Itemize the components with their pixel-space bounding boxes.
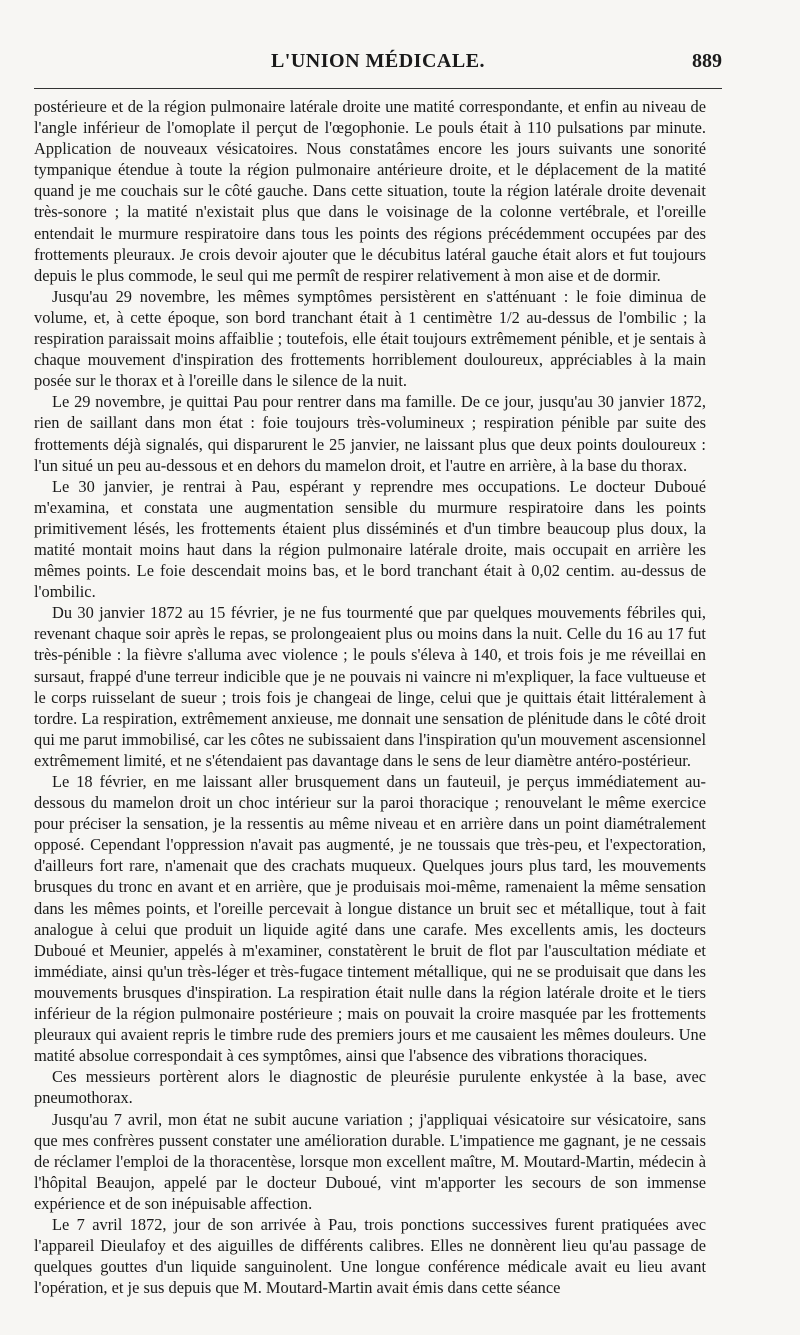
paragraph: Ces messieurs portèrent alors le diagnostic de pleurésie purulente enkystée à la base, avec pneumothorax.	[34, 1067, 706, 1108]
article-body	[34, 96, 706, 1298]
page-number: 889	[692, 50, 722, 72]
paragraph: postérieure et de la région pulmonaire latérale droite une matité correspondante, et enfin au niveau de l'angle inférieur de l'omoplate il perçut de l'œgophonie. Le pouls était à 110 pulsations par minute. Application de nouveaux vésicatoires. Nous constatâmes encore les jours suivants une sonorité tympanique étendue à toute la région pulmonaire antérieure droite, et le déplacement de la matité quand je me couchais sur le côté gauche. Dans cette situation, toute la région latérale droite devenait très-sonore ; la matité n'existait plus que dans le voisinage de la colonne vertébrale, et l'oreille entendait le murmure respiratoire dans tous les points des régions précédemment occupées par des frottements pleuraux. Je crois devoir ajouter que le décubitus latéral gauche était alors et fut toujours depuis le plus commode, le seul qui me permît de respirer relativement à mon aise et de dormir.	[34, 97, 706, 285]
paragraph: Du 30 janvier 1872 au 15 février, je ne fus tourmenté que par quelques mouvements fébriles qui, revenant chaque soir après le repas, se prolongeaient plus ou moins dans la nuit. Celle du 16 au 17 fut très-pénible : la fièvre s'alluma avec violence ; le pouls s'éleva à 140, et trois fois je me réveillai en sursaut, frappé d'une terreur indicible que je ne pouvais ni vaincre ni m'expliquer, la face vultueuse et le corps ruisselant de sueur ; trois fois je changeai de linge, celui que je quittais était littéralement à tordre. La respiration, extrêmement anxieuse, me donnait une sensation de plénitude dans le côté droit qui me parut immobilisé, car les côtes ne subissaient dans l'inspiration qu'un mouvement ascensionnel extrêmement limité, et ne s'étendaient pas davantage dans le sens de leur diamètre antéro-postérieur.	[34, 603, 706, 770]
paragraph: Le 18 février, en me laissant aller brusquement dans un fauteuil, je perçus immédiatement au-dessous du mamelon droit un choc intérieur sur la paroi thoracique ; renouvelant le même exercice pour préciser la sensation, je la ressentis au même niveau et en arrière dans un point diamétralement opposé. Cependant l'oppression n'avait pas augmenté, je ne toussais que très-peu, et l'expectoration, d'ailleurs fort rare, n'amenait que des crachats muqueux. Quelques jours plus tard, les mouvements brusques du tronc en avant et en arrière, que je produisais moi-même, ramenaient la même sensation dans les mêmes points, et l'oreille percevait à longue distance un bruit sec et métallique, tout à fait analogue à celui que produit un liquide agité dans une carafe. Mes excellents amis, les docteurs Duboué et Meunier, appelés à m'examiner, constatèrent le bruit de flot par l'auscultation médiate et immédiate, ainsi qu'un très-léger et très-fugace tintement métallique, qui ne se produisait que dans les mouvements brusques d'inspiration. La respiration était nulle dans la région latérale droite et le tiers inférieur de la région pulmonaire postérieure ; mais on pouvait la croire masquée par les frottements pleuraux qui avaient repris le timbre rude des premiers jours et me causaient les mêmes douleurs. Une matité absolue correspondait à ces symptômes, ainsi que l'absence des vibrations thoraciques.	[34, 772, 706, 1066]
running-title: L'UNION MÉDICALE.	[270, 50, 486, 72]
paragraph: Le 7 avril 1872, jour de son arrivée à Pau, trois ponctions successives furent pratiquées avec l'appareil Dieulafoy et des aiguilles de différents calibres. Elles ne donnèrent lieu qu'au passage de quelques gouttes d'un liquide sanguinolent. Une longue conférence médicale avait eu lieu avant l'opération, et je sus depuis que M. Moutard-Martin avait émis dans cette séance	[34, 1214, 706, 1298]
paragraph: Le 29 novembre, je quittai Pau pour rentrer dans ma famille. De ce jour, jusqu'au 30 janvier 1872, rien de saillant dans mon état : foie toujours très-volumineux ; respiration pénible par suite des frottements déjà signalés, qui disparurent le 25 janvier, ne laissant plus que deux points douloureux : l'un situé un peu au-dessous et en dehors du mamelon droit, et l'autre en arrière, à la base du thorax.	[34, 392, 706, 475]
paragraph: Jusqu'au 7 avril, mon état ne subit aucune variation ; j'appliquai vésicatoire sur vésicatoire, sans que mes confrères pussent constater une amélioration durable. L'impatience me gagnant, je ne cessais de réclamer l'emploi de la thoracentèse, lorsque mon excellent maître, M. Moutard-Martin, médecin à l'hôpital Beaujon, appelé par le docteur Duboué, vint m'apporter les secours de son immense expérience et de son inépuisable affection.	[34, 1109, 706, 1213]
page-header	[34, 50, 722, 80]
header-rule	[34, 88, 722, 89]
paragraph: Jusqu'au 29 novembre, les mêmes symptômes persistèrent en s'atténuant : le foie diminua de volume, et, à cette époque, son bord tranchant était à 1 centimètre 1/2 au-dessus de l'ombilic ; la respiration paraissait moins affaiblie ; toutefois, elle était toujours extrêmement pénible, et je sentais à chaque mouvement d'inspiration des frottements horriblement douloureux, appréciables à la main posée sur le thorax et à l'oreille dans le silence de la nuit.	[34, 286, 706, 391]
paragraph: Le 30 janvier, je rentrai à Pau, espérant y reprendre mes occupations. Le docteur Duboué m'examina, et constata une augmentation sensible du murmure respiratoire dans les points primitivement lésés, les frottements étaient plus disséminés et d'un timbre beaucoup plus doux, la matité montait moins haut dans la région pulmonaire latérale droite, mais occupait en arrière les mêmes points. Le foie descendait moins bas, et le bord tranchant était à 0,02 centim. au-dessus de l'ombilic.	[34, 476, 706, 602]
